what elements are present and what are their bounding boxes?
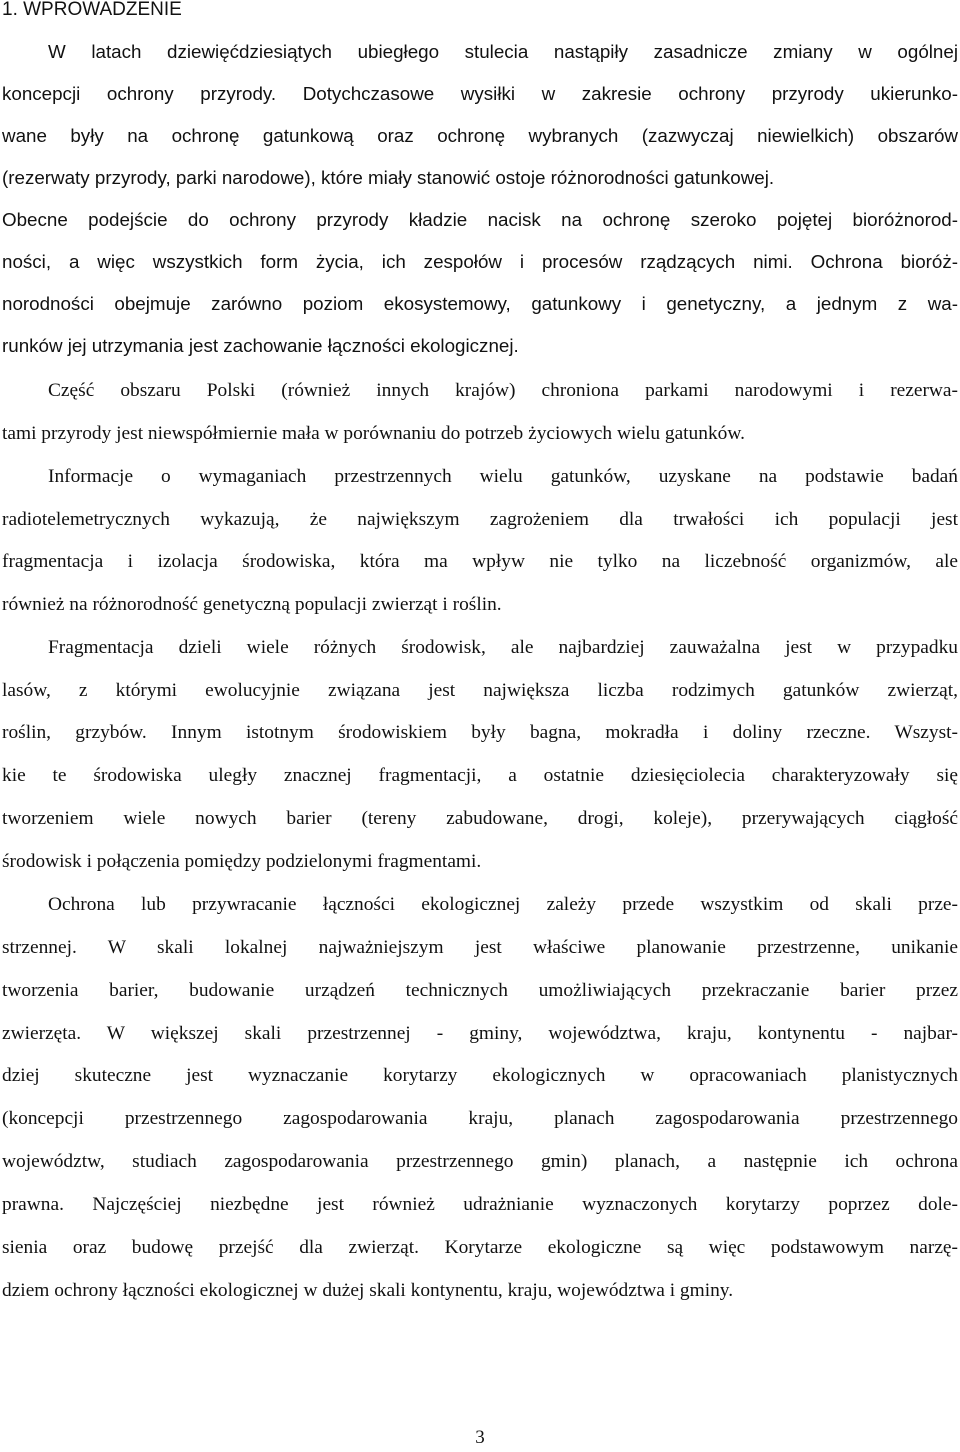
text-line: runków jej utrzymania jest zachowanie łączności ekologicznej.: [2, 335, 519, 356]
text-line: fragmentacja i izolacja środowiska, która ma wpływ nie tylko na liczebność organizmów, ale: [2, 551, 958, 572]
text-line: Fragmentacja dzieli wiele różnych środowisk, ale najbardziej zauważalna jest w przypadku: [48, 637, 958, 658]
text-line: również na różnorodność genetyczną populacji zwierząt i roślin.: [2, 594, 502, 615]
text-line: Ochrona lub przywracanie łączności ekologicznej zależy przede wszystkim od skali prze-: [48, 894, 958, 915]
text-line: dziej skuteczne jest wyznaczanie korytarzy ekologicznych w opracowaniach planistycznych: [2, 1065, 958, 1086]
text-line: koncepcji ochrony przyrody. Dotychczasowe wysiłki w zakresie ochrony przyrody ukierunko-: [2, 83, 958, 104]
text-line: W latach dziewięćdziesiątych ubiegłego stulecia nastąpiły zasadnicze zmiany w ogólnej: [48, 41, 958, 62]
page-number: 3: [475, 1427, 485, 1448]
text-line: sienia oraz budowę przejść dla zwierząt. Korytarze ekologiczne są więc podstawowym narzę-: [2, 1237, 958, 1258]
text-line: prawna. Najczęściej niezbędne jest również udrażnianie wyznaczonych korytarzy poprzez dole-: [2, 1194, 958, 1215]
text-line: lasów, z którymi ewolucyjnie związana jest największa liczba rodzimych gatunków zwierząt,: [2, 680, 958, 701]
text-line: województw, studiach zagospodarowania przestrzennego gmin) planach, a następnie ich ochrona: [2, 1151, 958, 1172]
text-line: strzennej. W skali lokalnej najważniejszym jest właściwe planowanie przestrzenne, unikanie: [2, 937, 958, 958]
text-line: dziem ochrony łączności ekologicznej w dużej skali kontynentu, kraju, województwa i gminy.: [2, 1280, 734, 1301]
text-line: ności, a więc wszystkich form życia, ich zespołów i procesów rządzących nimi. Ochrona bioróż-: [2, 251, 958, 272]
text-line: wane były na ochronę gatunkową oraz ochronę wybranych (zazwyczaj niewielkich) obszarów: [2, 125, 958, 146]
text-line: Obecne podejście do ochrony przyrody kładzie nacisk na ochronę szeroko pojętej bioróżnorod-: [2, 209, 958, 230]
text-line: Informacje o wymaganiach przestrzennych wielu gatunków, uzyskane na podstawie badań: [48, 466, 958, 487]
section-heading: 1. WPROWADZENIE: [2, 0, 182, 20]
text-line: radiotelemetrycznych wykazują, że największym zagrożeniem dla trwałości ich populacji jest: [2, 509, 958, 530]
text-line: (rezerwaty przyrody, parki narodowe), które miały stanowić ostoje różnorodności gatunkowej.: [2, 167, 775, 188]
text-line: tami przyrody jest niewspółmiernie mała w porównaniu do potrzeb życiowych wielu gatunków.: [2, 423, 745, 444]
text-line: Część obszaru Polski (również innych krajów) chroniona parkami narodowymi i rezerwa-: [48, 380, 958, 401]
text-line: roślin, grzybów. Innym istotnym środowiskiem były bagna, mokradła i doliny rzeczne. Wszyst-: [2, 722, 958, 743]
text-line: zwierzęta. W większej skali przestrzennej - gminy, województwa, kraju, kontynentu - najbar-: [2, 1023, 958, 1044]
text-line: środowisk i połączenia pomiędzy podzielonymi fragmentami.: [2, 851, 482, 872]
text-line: tworzeniem wiele nowych barier (tereny zabudowane, drogi, koleje), przerywających ciągłość: [2, 808, 958, 829]
text-line: tworzenia barier, budowanie urządzeń technicznych umożliwiających przekraczanie barier przez: [2, 980, 958, 1001]
text-line: kie te środowiska uległy znacznej fragmentacji, a ostatnie dziesięciolecia charakteryzowały się: [2, 765, 958, 786]
text-line: norodności obejmuje zarówno poziom ekosystemowy, gatunkowy i genetyczny, a jednym z wa-: [2, 293, 958, 314]
text-line: (koncepcji przestrzennego zagospodarowania kraju, planach zagospodarowania przestrzennego: [2, 1108, 958, 1129]
